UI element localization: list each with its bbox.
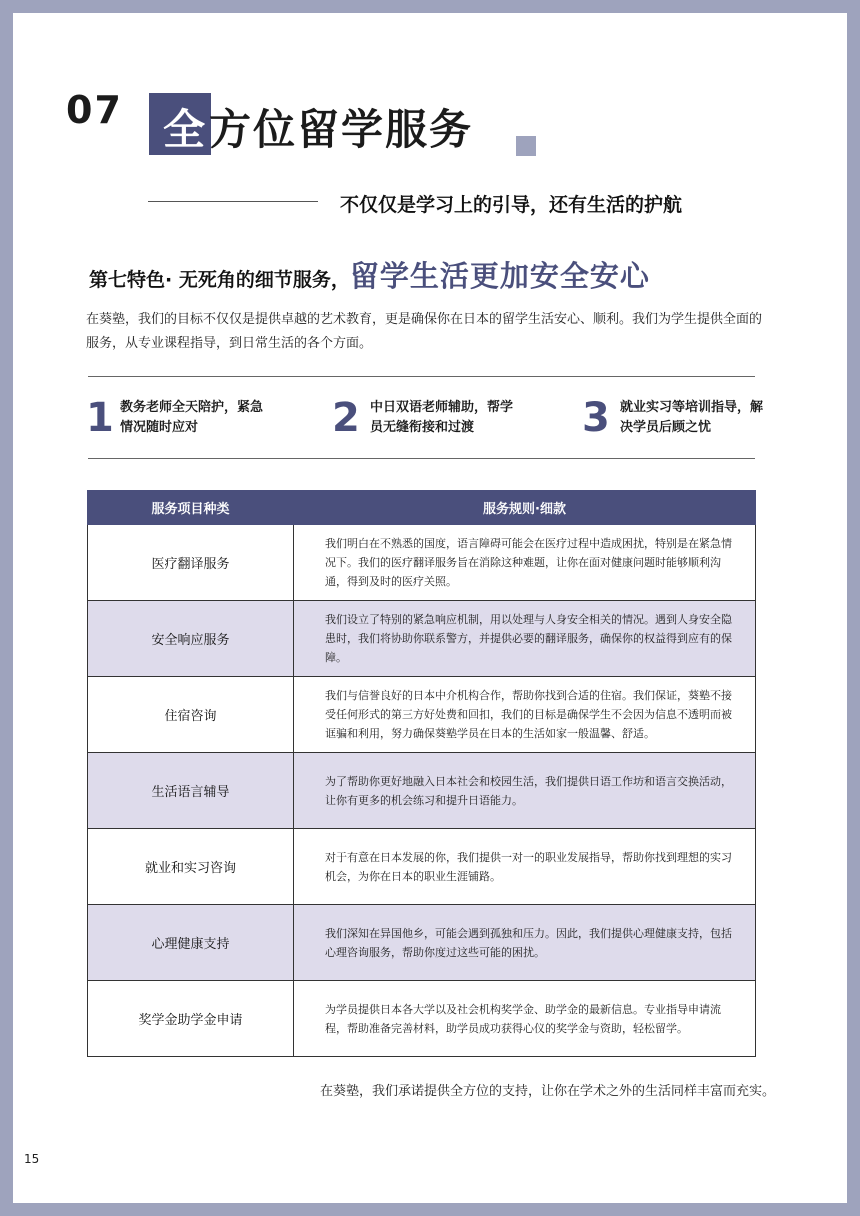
service-name: 生活语言辅导	[88, 753, 294, 829]
subtitle: 不仅仅是学习上的引导，还有生活的护航	[340, 194, 683, 216]
service-name: 心理健康支持	[88, 905, 294, 981]
point-text: 就业实习等培训指导，解决学员后顾之忧	[620, 400, 764, 435]
services-table	[87, 490, 756, 1057]
feature-emphasis: 留学生活更加安全安心	[349, 259, 650, 293]
service-desc: 为学员提供日本各大学以及社会机构奖学金、助学金的最新信息。专业指导申请流程，帮助准备完善材料，助学员成功获得心仪的奖学金与资助，轻松留学。	[294, 981, 756, 1057]
divider-bottom	[88, 458, 755, 459]
service-desc: 对于有意在日本发展的你，我们提供一对一的职业发展指导，帮助你找到理想的实习机会，为你在日本的职业生涯铺路。	[294, 829, 756, 905]
table-row	[88, 601, 756, 677]
header-service-rules: 服务规则·细款	[294, 491, 756, 525]
service-desc: 我们设立了特别的紧急响应机制，用以处理与人身安全相关的情况。遇到人身安全隐患时，我们将协助你联系警方，并提供必要的翻译服务，确保你的权益得到应有的保障。	[294, 601, 756, 677]
feature-heading	[89, 254, 650, 295]
page-number: 15	[24, 1152, 40, 1166]
service-desc: 我们深知在异国他乡，可能会遇到孤独和压力。因此，我们提供心理健康支持，包括心理咨询服务，帮助你度过这些可能的困扰。	[294, 905, 756, 981]
point-number: 1	[86, 395, 114, 441]
closing-statement: 在葵塾，我们承诺提供全方位的支持，让你在学术之外的生活同样丰富而充实。	[320, 1084, 776, 1099]
service-desc: 我们与信誉良好的日本中介机构合作，帮助你找到合适的住宿。我们保证，葵塾不接受任何形式的第三方好处费和回扣，我们的目标是确保学生不会因为信息不透明而被诓骗和利用，努力确保葵塾学员在日本的生活如家一般温馨、舒适。	[294, 677, 756, 753]
section-number: 07	[66, 88, 123, 132]
service-desc: 我们明白在不熟悉的国度，语言障碍可能会在医疗过程中造成困扰，特别是在紧急情况下。我们的医疗翻译服务旨在消除这种难题，让你在面对健康问题时能够顺利沟通，得到及时的医疗关照。	[294, 525, 756, 601]
table-row	[88, 981, 756, 1057]
service-name: 住宿咨询	[88, 677, 294, 753]
point-number: 3	[582, 395, 610, 441]
table-row	[88, 677, 756, 753]
table-row	[88, 905, 756, 981]
service-name: 奖学金助学金申请	[88, 981, 294, 1057]
service-name: 医疗翻译服务	[88, 525, 294, 601]
table-row	[88, 525, 756, 601]
table-row	[88, 753, 756, 829]
table-row	[88, 829, 756, 905]
subtitle-divider	[148, 201, 318, 202]
service-name: 就业和实习咨询	[88, 829, 294, 905]
divider-top	[88, 376, 755, 377]
table-header-row	[88, 491, 756, 525]
point-text: 教务老师全天陪护，紧急情况随时应对	[120, 400, 264, 435]
title-first-char: 全	[163, 105, 206, 154]
feature-lead: 第七特色· 无死角的细节服务，	[89, 269, 350, 291]
point-number: 2	[332, 395, 360, 441]
point-text: 中日双语老师辅助，帮学员无缝衔接和过渡	[370, 400, 514, 435]
service-name: 安全响应服务	[88, 601, 294, 677]
service-desc: 为了帮助你更好地融入日本社会和校园生活，我们提供日语工作坊和语言交换活动，让你有更多的机会练习和提升日语能力。	[294, 753, 756, 829]
decor-square	[516, 136, 536, 156]
title-rest: 方位留学服务	[209, 105, 474, 154]
intro-paragraph: 在葵塾，我们的目标不仅仅是提供卓越的艺术教育，更是确保你在日本的留学生活安心、顺利。我们为学生提供全面的服务，从专业课程指导，到日常生活的各个方面。	[86, 312, 763, 351]
header-service-type: 服务项目种类	[88, 491, 294, 525]
